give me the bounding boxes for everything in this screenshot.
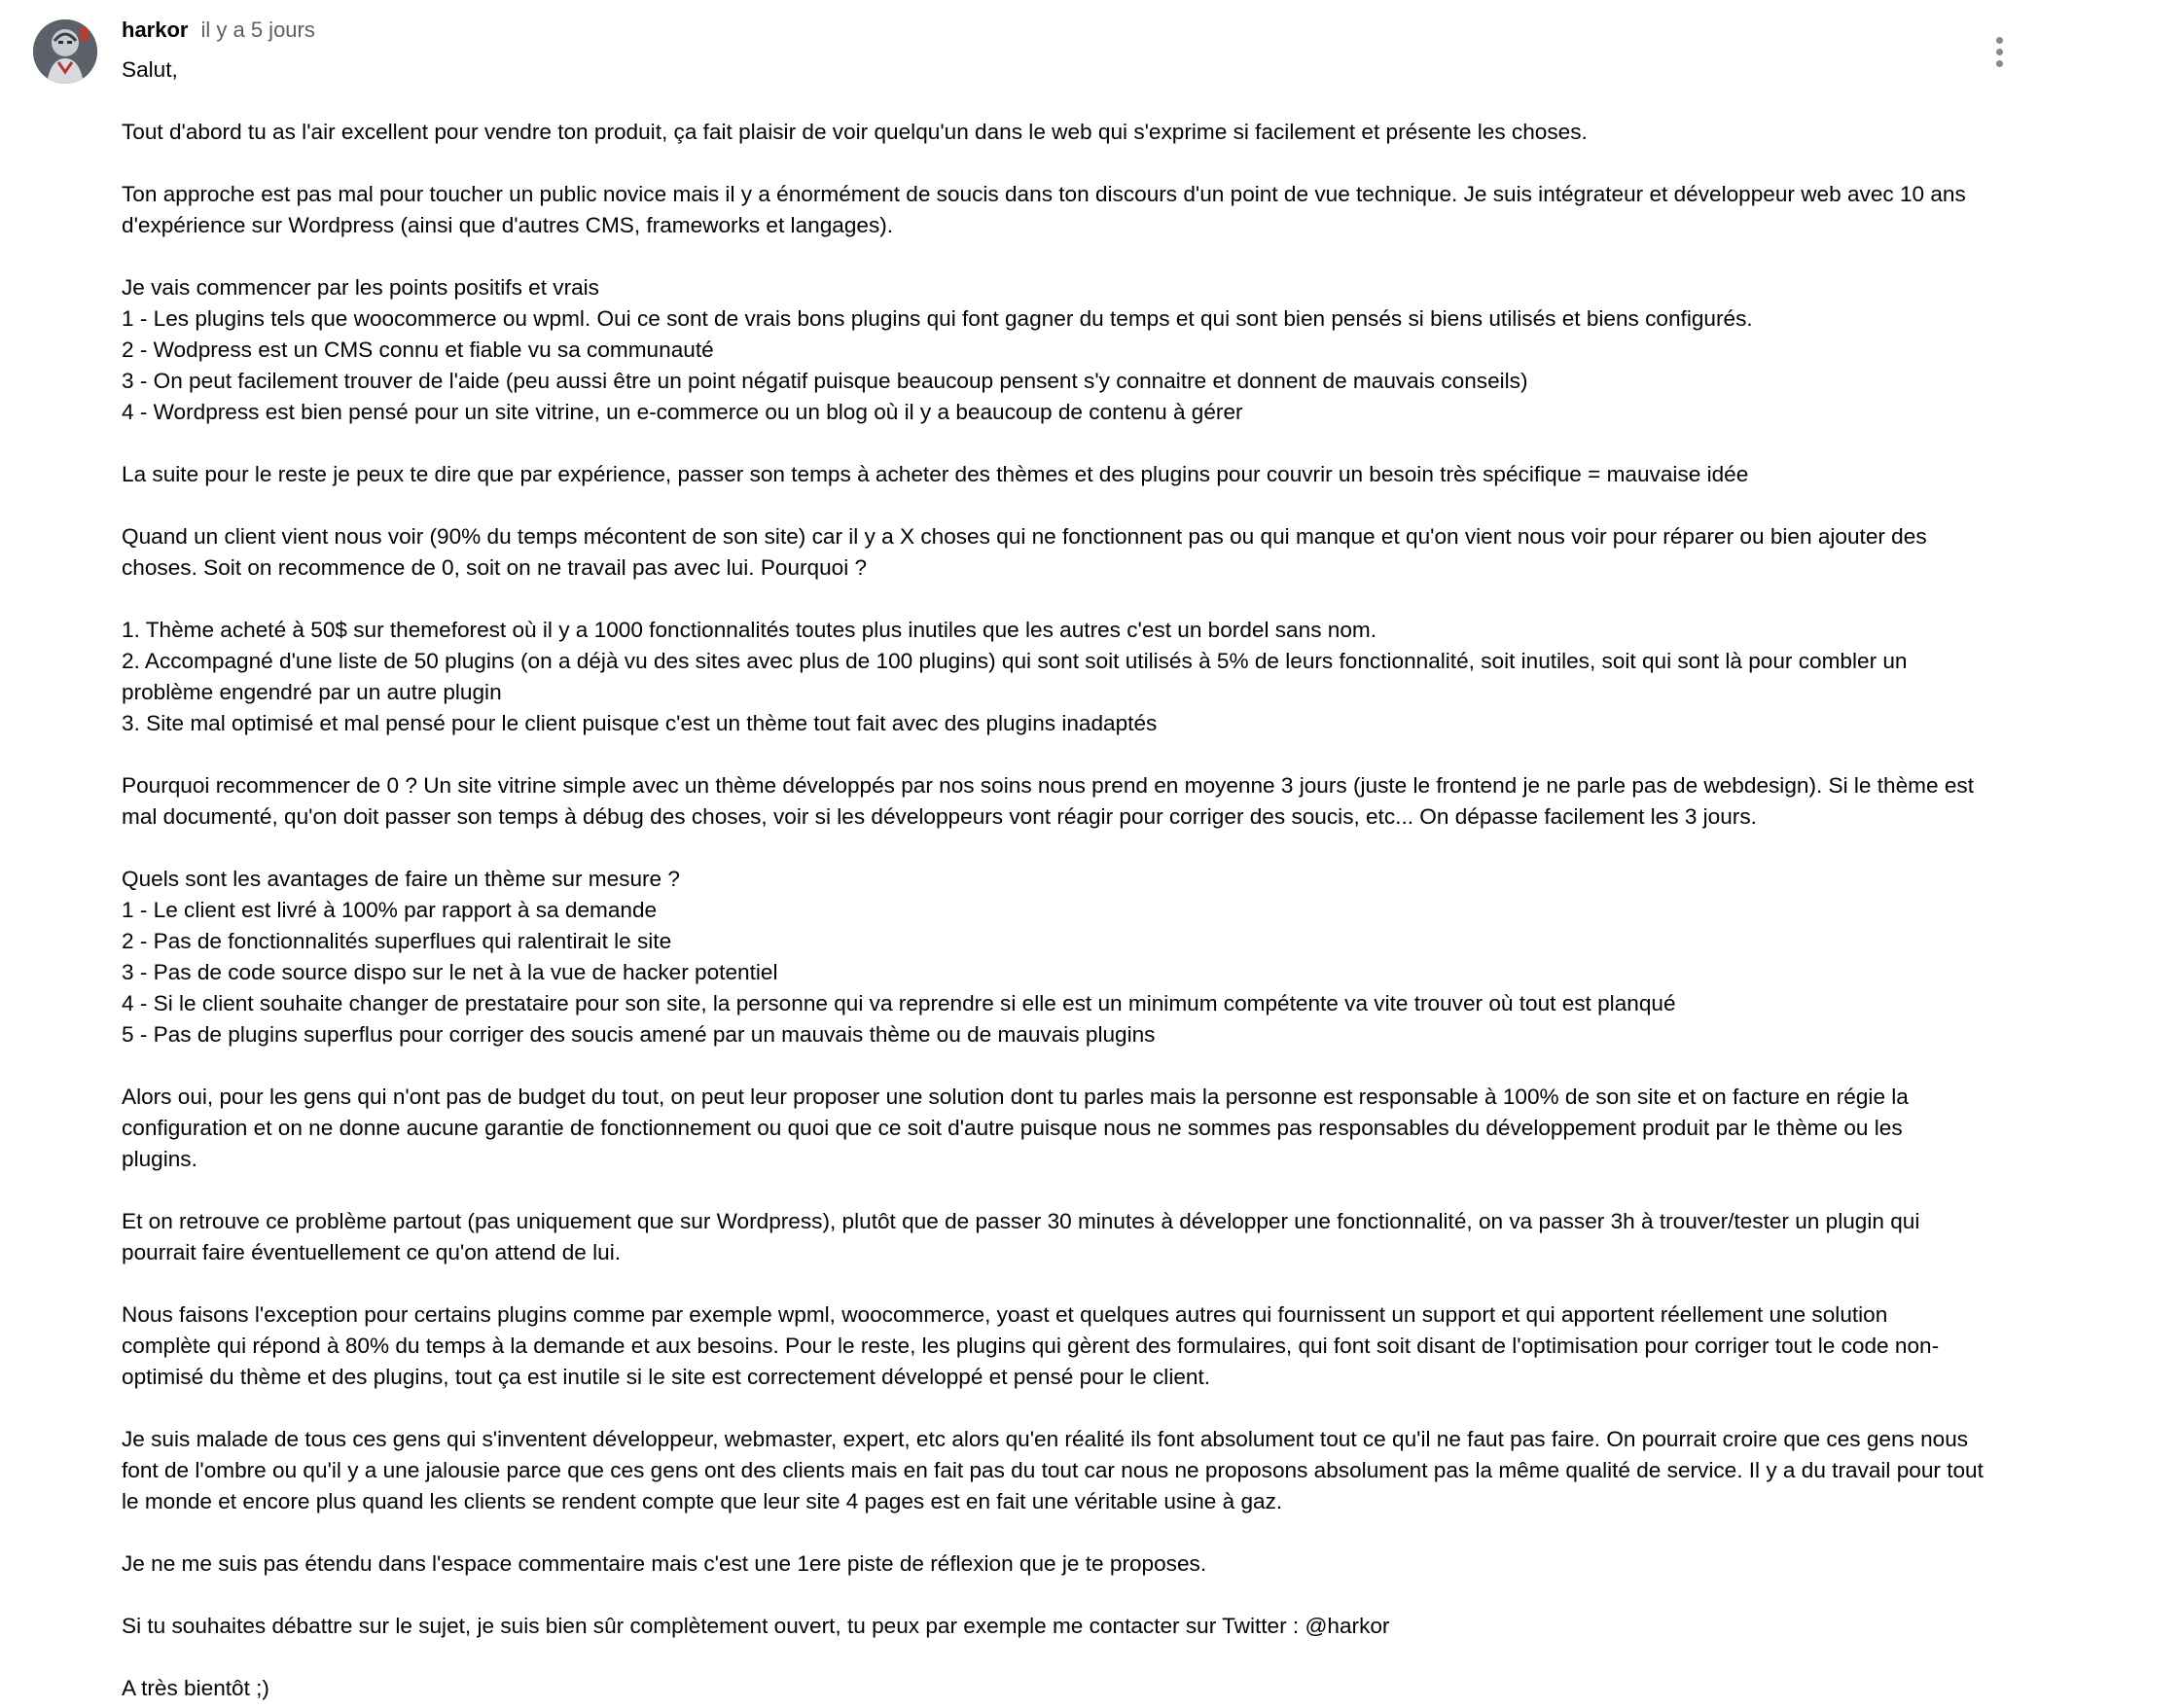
comment-text-line: optimisé du thème et des plugins, tout ça est inutile si le site est correctement développé et pensé pour le client. <box>122 1365 1211 1389</box>
comment-text-line: 2 - Wodpress est un CMS connu et fiable vu sa communauté <box>122 338 714 362</box>
comment-text-line <box>122 241 1970 272</box>
comment-text-line: Ton approche est pas mal pour toucher un public novice mais il y a énormément de soucis dans ton discours d'un point de vue technique. Je suis intégrateur et développeur web avec 10 ans <box>122 182 1966 206</box>
comment-text-line: choses. Soit on recommence de 0, soit on ne travail pas avec lui. Pourquoi ? <box>122 555 868 580</box>
comment-text-line <box>122 1393 1970 1424</box>
comment-text-line: font de l'ombre ou qu'il y a une jalousie parce que ces gens ont des clients mais en fait pas du tout car nous ne proposons absolument pas la même qualité de service. Il y a du travail pour tout <box>122 1458 1984 1482</box>
comment-text-line <box>122 86 1970 117</box>
comment-text-line: Si tu souhaites débattre sur le sujet, je suis bien sûr complètement ouvert, tu peux par exemple me contacter sur Twitter : @harkor <box>122 1614 1390 1638</box>
comment-text-line: Je vais commencer par les points positifs et vrais <box>122 275 599 300</box>
comment-text-line: Je ne me suis pas étendu dans l'espace commentaire mais c'est une 1ere piste de réflexion que je te proposes. <box>122 1551 1207 1576</box>
more-vert-icon <box>1996 37 2003 44</box>
comment-text-line: 5 - Pas de plugins superflus pour corriger des soucis amené par un mauvais thème ou de mauvais plugins <box>122 1022 1156 1047</box>
comment-text-line <box>122 1642 1970 1673</box>
comment-text-line: problème engendré par un autre plugin <box>122 680 502 704</box>
avatar-image <box>33 19 97 84</box>
comment-text-line <box>122 1050 1970 1082</box>
comment-text-line: Tout d'abord tu as l'air excellent pour vendre ton produit, ça fait plaisir de voir quelqu'un dans le web qui s'exprime si facilement et présente les choses. <box>122 120 1588 144</box>
comment-text-line: A très bientôt ;) <box>122 1676 269 1700</box>
comment-text-line: Pourquoi recommencer de 0 ? Un site vitrine simple avec un thème développés par nos soins nous prend en moyenne 3 jours (juste le frontend je ne parle pas de webdesign). Si le thème est <box>122 773 1974 798</box>
comment-text-line: La suite pour le reste je peux te dire que par expérience, passer son temps à acheter des thèmes et des plugins pour couvrir un besoin très spécifique = mauvaise idée <box>122 462 1749 486</box>
comment-text-line: Quels sont les avantages de faire un thème sur mesure ? <box>122 867 680 891</box>
comment-text-line <box>122 1517 1970 1548</box>
comment-text-line <box>122 833 1970 864</box>
comment-text-line: 4 - Si le client souhaite changer de prestataire pour son site, la personne qui va reprendre si elle est un minimum compétente va vite trouver où tout est planqué <box>122 991 1676 1015</box>
comment-text-line: mal documenté, qu'on doit passer son temps à débug des choses, voir si les développeurs vont réagir pour corriger des soucis, etc... On dépasse facilement les 3 jours. <box>122 804 1757 829</box>
comment-text-line: 1 - Le client est livré à 100% par rapport à sa demande <box>122 898 658 922</box>
comment-text-line <box>122 148 1970 179</box>
comment-text-line: Salut, <box>122 57 178 82</box>
comment-text-line <box>122 584 1970 615</box>
comment-header <box>122 18 315 51</box>
comment-text-line: 3 - Pas de code source dispo sur le net à la vue de hacker potentiel <box>122 960 778 984</box>
comment-text-line: 1. Thème acheté à 50$ sur themeforest où il y a 1000 fonctionnalités toutes plus inutiles que les autres c'est un bordel sans nom. <box>122 618 1377 642</box>
comment-text-line: configuration et on ne donne aucune garantie de fonctionnement ou quoi que ce soit d'autre puisque nous ne sommes pas responsables du développement produit par le thème ou les <box>122 1116 1903 1140</box>
comment-text-line: Et on retrouve ce problème partout (pas uniquement que sur Wordpress), plutôt que de passer 30 minutes à développer une fonctionnalité, on va passer 3h à trouver/tester un plugin qui <box>122 1209 1920 1233</box>
comment-text-line <box>122 739 1970 770</box>
comment-text-line <box>122 490 1970 521</box>
comment-text-line: 2. Accompagné d'une liste de 50 plugins (on a déjà vu des sites avec plus de 100 plugins) qui sont soit utilisés à 5% de leurs fonctionnalité, soit inutiles, soit qui sont là pour combler un <box>122 649 1908 673</box>
comment-text-line: 4 - Wordpress est bien pensé pour un site vitrine, un e-commerce ou un blog où il y a beaucoup de contenu à gérer <box>122 400 1243 424</box>
comment-text-line: 3. Site mal optimisé et mal pensé pour le client puisque c'est un thème tout fait avec des plugins inadaptés <box>122 711 1158 735</box>
more-vert-icon-dot <box>1996 60 2003 67</box>
comment-text-line <box>122 1268 1970 1299</box>
comment-text-line: Alors oui, pour les gens qui n'ont pas de budget du tout, on peut leur proposer une solution dont tu parles mais la personne est responsable à 100% de son site et on facture en régie la <box>122 1085 1909 1109</box>
comment-text-line: d'expérience sur Wordpress (ainsi que d'autres CMS, frameworks et langages). <box>122 213 894 237</box>
comment-text-line: plugins. <box>122 1147 197 1171</box>
comment-text <box>122 54 1984 1704</box>
comment-text-line: 3 - On peut facilement trouver de l'aide (peu aussi être un point négatif puisque beaucoup pensent s'y connaitre et donnent de mauvais conseils) <box>122 369 1528 393</box>
comment-text-line: Je suis malade de tous ces gens qui s'inventent développeur, webmaster, expert, etc alors qu'en réalité ils font absolument tout ce qu'il ne faut pas faire. On pourrait croire que ces gens nous <box>122 1427 1969 1451</box>
comment-text-line: le monde et encore plus quand les clients se rendent compte que leur site 4 pages est en fait une véritable usine à gaz. <box>122 1489 1283 1513</box>
comment-text-line <box>122 1580 1970 1611</box>
more-actions-button[interactable] <box>1980 29 2019 74</box>
comment-text-line: pourrait faire éventuellement ce qu'on attend de lui. <box>122 1240 622 1264</box>
comment-text-line: Nous faisons l'exception pour certains plugins comme par exemple wpml, woocommerce, yoast et quelques autres qui fournissent un support et qui apportent réellement une solution <box>122 1302 1888 1327</box>
comment-text-line <box>122 1175 1970 1206</box>
comment-text-line: Quand un client vient nous voir (90% du temps mécontent de son site) car il y a X choses qui ne fonctionnent pas ou qui manque et qu'on vient nous voir pour réparer ou bien ajouter des <box>122 524 1927 549</box>
avatar[interactable] <box>33 19 97 84</box>
comment-text-line: complète qui répond à 80% du temps à la demande et aux besoins. Pour le reste, les plugins qui gèrent des formulaires, qui font soit disant de l'optimisation pour corriger tout le code non- <box>122 1334 1940 1358</box>
comment-text-line: 1 - Les plugins tels que woocommerce ou wpml. Oui ce sont de vrais bons plugins qui font gagner du temps et qui sont bien pensés si biens utilisés et biens configurés. <box>122 306 1753 331</box>
comment-timestamp[interactable]: il y a 5 jours <box>200 18 315 42</box>
comment-text-line: 2 - Pas de fonctionnalités superflues qui ralentirait le site <box>122 929 672 953</box>
more-vert-icon-dot <box>1996 49 2003 55</box>
author-name[interactable]: harkor <box>122 18 189 42</box>
comment-text-line <box>122 428 1970 459</box>
